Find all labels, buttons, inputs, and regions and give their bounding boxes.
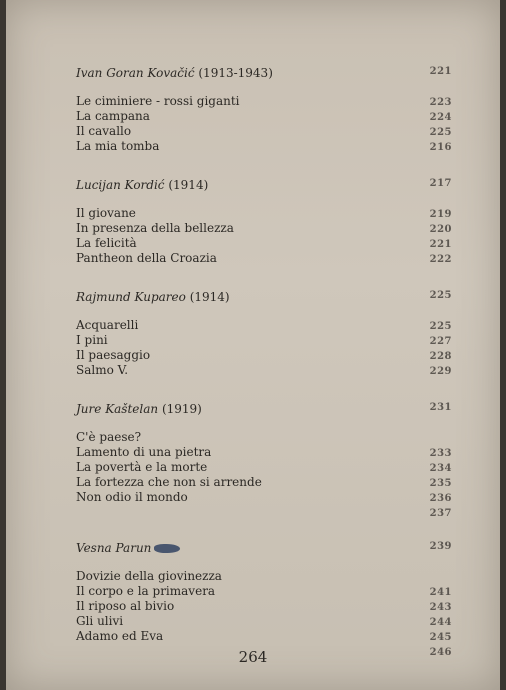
poem-entry [76, 430, 456, 445]
poem-title: C'è paese? [76, 430, 142, 444]
poem-title: La fortezza che non si arrende [76, 475, 262, 489]
author-name: Ivan Goran Kovačić [76, 66, 195, 80]
trailing-page-number: 246 [429, 647, 452, 658]
poem-page-number: 220 [429, 224, 452, 235]
trailing-page-number-row [76, 505, 456, 517]
poem-page-number: 227 [429, 336, 452, 347]
author-dates: (1914) [168, 178, 209, 192]
poem-title: Adamo ed Eva [76, 629, 164, 643]
poem-entry [76, 629, 456, 644]
author-name: Lucijan Kordić [76, 178, 165, 192]
poem-entry [76, 94, 456, 109]
poem-page-number: 222 [429, 254, 452, 265]
poem-title: Il cavallo [76, 124, 132, 138]
poem-list [76, 206, 456, 266]
book-page [6, 0, 500, 690]
poem-entry [76, 363, 456, 378]
poem-page-number: 225 [429, 321, 452, 332]
poem-entry [76, 475, 456, 490]
poem-entry [76, 445, 456, 460]
poem-page-number: 234 [429, 463, 452, 474]
poem-title: La campana [76, 109, 150, 123]
ink-smudge [154, 544, 180, 553]
toc-section [76, 541, 456, 656]
poem-page-number: 243 [429, 602, 452, 613]
poem-title: Acquarelli [76, 318, 139, 332]
trailing-page-number: 237 [429, 508, 452, 519]
poem-title: La povertà e la morte [76, 460, 208, 474]
author-page-number: 225 [429, 290, 452, 301]
author-heading [76, 402, 456, 420]
toc-section [76, 402, 456, 517]
poem-entry [76, 236, 456, 251]
poem-page-number: 236 [429, 493, 452, 504]
poem-title: Pantheon della Croazia [76, 251, 217, 265]
poem-title: Lamento di una pietra [76, 445, 212, 459]
author-heading [76, 178, 456, 196]
author-page-number: 239 [429, 541, 452, 552]
poem-entry [76, 460, 456, 475]
poem-entry [76, 348, 456, 363]
poem-page-number: 241 [429, 587, 452, 598]
poem-title: Il corpo e la primavera [76, 584, 216, 598]
poem-title: Gli ulivi [76, 614, 124, 628]
poem-entry [76, 490, 456, 505]
poem-entry [76, 333, 456, 348]
poem-page-number: 224 [429, 112, 452, 123]
poem-page-number: 233 [429, 448, 452, 459]
author-name: Vesna Parun [76, 541, 152, 555]
toc-section [76, 66, 456, 154]
page-number-footer: 264 [238, 648, 268, 666]
poem-entry [76, 584, 456, 599]
poem-page-number: 229 [429, 366, 452, 377]
poem-title: Salmo V. [76, 363, 129, 377]
poem-title: La mia tomba [76, 139, 160, 153]
poem-page-number: 221 [429, 239, 452, 250]
poem-entry [76, 124, 456, 139]
author-page-number: 221 [429, 66, 452, 77]
poem-title: Il paesaggio [76, 348, 151, 362]
poem-entry [76, 139, 456, 154]
author-name: Jure Kaštelan [76, 402, 159, 416]
poem-list [76, 94, 456, 154]
author-heading [76, 541, 456, 559]
poem-page-number: 235 [429, 478, 452, 489]
poem-entry [76, 599, 456, 614]
poem-title: La felicità [76, 236, 137, 250]
author-dates: (1919) [161, 402, 202, 416]
table-of-contents [76, 66, 456, 680]
poem-title: In presenza della bellezza [76, 221, 234, 235]
author-dates: (1914) [189, 290, 230, 304]
poem-title: Dovizie della giovinezza [76, 569, 222, 583]
poem-page-number: 223 [429, 97, 452, 108]
poem-entry [76, 318, 456, 333]
author-heading [76, 66, 456, 84]
author-name: Rajmund Kupareo [76, 290, 186, 304]
poem-page-number: 245 [429, 632, 452, 643]
author-heading [76, 290, 456, 308]
poem-entry [76, 221, 456, 236]
author-page-number: 231 [429, 402, 452, 413]
poem-entry [76, 614, 456, 629]
poem-list [76, 318, 456, 378]
poem-page-number: 225 [429, 127, 452, 138]
poem-page-number: 219 [429, 209, 452, 220]
poem-entry [76, 569, 456, 584]
poem-entry [76, 109, 456, 124]
poem-page-number: 244 [429, 617, 452, 628]
poem-title: Non odio il mondo [76, 490, 188, 504]
poem-title: I pini [76, 333, 108, 347]
author-page-number: 217 [429, 178, 452, 189]
poem-list [76, 430, 456, 517]
toc-section [76, 290, 456, 378]
poem-page-number: 216 [429, 142, 452, 153]
poem-title: Il riposo al bivio [76, 599, 175, 613]
poem-list [76, 569, 456, 656]
poem-title: Il giovane [76, 206, 136, 220]
poem-title: Le ciminiere - rossi giganti [76, 94, 240, 108]
poem-page-number: 228 [429, 351, 452, 362]
poem-entry [76, 251, 456, 266]
toc-section [76, 178, 456, 266]
poem-entry [76, 206, 456, 221]
author-dates: (1913-1943) [198, 66, 273, 80]
